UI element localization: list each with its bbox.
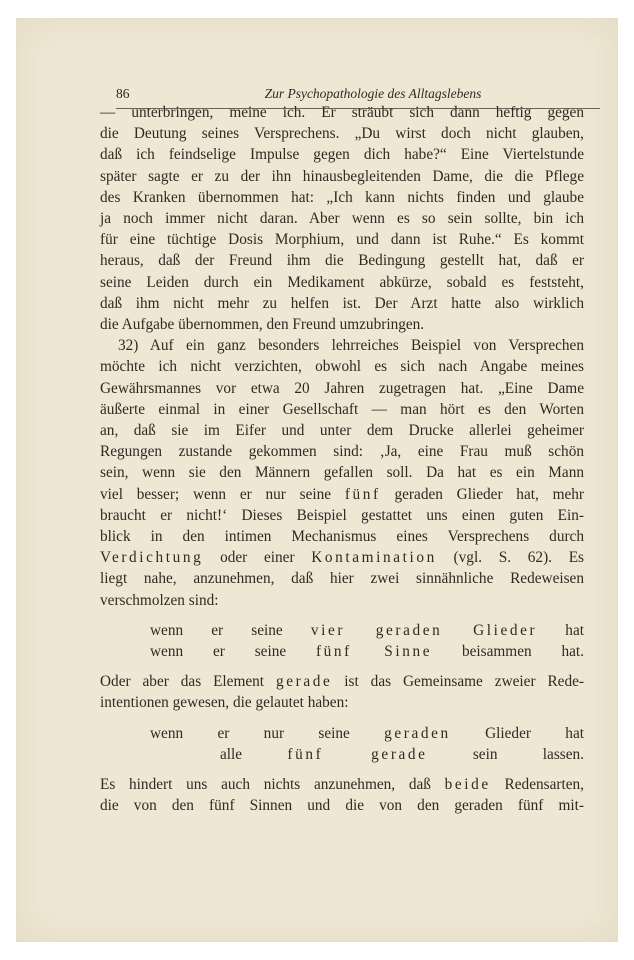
spacer	[100, 714, 584, 723]
text-span: Es hindert uns auch nichts anzunehmen, daß	[100, 776, 445, 794]
text-span: beisammen hat.	[432, 643, 584, 661]
spaced-emphasis: vier geraden Glieder	[310, 621, 538, 639]
text-line: die Deutung seines Versprechens. „Du wirst doch nicht glauben,	[100, 125, 584, 143]
text-span: (vgl. S. 62). Es	[436, 549, 584, 567]
text-span: Redensarten,	[490, 776, 584, 794]
text-span: ist das Gemeinsame zweier Rede-	[332, 673, 584, 691]
text-span: sein lassen.	[427, 745, 585, 763]
text-line: braucht er nicht!‘ Dieses Beispiel gestattet uns einen guten Ein-	[100, 506, 584, 524]
text-line: 32) Auf ein ganz besonders lehrreiches Beispiel von Versprechen	[118, 337, 584, 355]
spacer	[100, 611, 584, 620]
text-span: oder einer	[203, 549, 312, 567]
text-line	[100, 774, 584, 795]
text-line: die von den fünf Sinnen und die von den geraden fünf mit-	[100, 797, 584, 815]
text-span: Glieder hat	[450, 724, 584, 742]
spaced-emphasis: Verdichtung	[100, 549, 204, 567]
verse-line	[100, 723, 584, 744]
text-line: daß ihm nicht mehr zu helfen ist. Der Arzt hatte also wirklich	[100, 294, 584, 312]
verse-line	[100, 744, 584, 765]
spaced-emphasis: fünf	[344, 485, 381, 503]
text-line: sein, wenn sie den Männern gefallen soll. Da hat es ein Mann	[100, 464, 584, 482]
text-line: für eine tüchtige Dosis Morphium, und dann ist Ruhe.“ Es kommt	[100, 231, 584, 249]
text-line: möchte ich nicht verzichten, obwohl es sich nach Angabe meines	[100, 358, 584, 376]
text-span: wenn er seine	[150, 643, 316, 661]
text-line: liegt nahe, anzunehmen, daß hier zwei sinnähnliche Redeweisen	[100, 570, 584, 588]
text-line: seine Leiden durch ein Medikament abkürze, sobald es feststeht,	[100, 273, 584, 291]
text-line	[100, 671, 584, 692]
text-line: verschmolzen sind:	[100, 591, 219, 609]
text-line: Gewährsmannes vor etwa 20 Jahren zugetragen hat. „Eine Dame	[100, 379, 584, 397]
text-line: daß ich feindselige Impulse gegen dich habe?“ Eine Viertelstunde	[100, 146, 584, 164]
text-line: an, daß sie im Eifer und unter dem Drucke allerlei geheimer	[100, 422, 584, 440]
text-span: wenn er nur seine	[150, 724, 385, 742]
text-line: heraus, daß der Freund ihm die Bedingung gestellt hat, daß er	[100, 252, 584, 270]
text-line	[100, 484, 584, 505]
text-line: intentionen gewesen, die gelautet haben:	[100, 694, 349, 712]
spaced-emphasis: fünf gerade	[287, 745, 428, 763]
verse-line	[100, 641, 584, 662]
text-span: Oder aber das Element	[100, 673, 276, 691]
spaced-emphasis: Kontamination	[311, 549, 437, 567]
text-span: wenn er seine	[150, 621, 311, 639]
spacer	[100, 662, 584, 671]
text-line: Regungen zustande gekommen sind: ‚Ja, eine Frau muß schön	[100, 443, 584, 461]
running-title: Zur Psychopathologie des Alltagslebens	[264, 86, 482, 101]
text-line: die Aufgabe übernommen, den Freund umzubringen.	[100, 316, 425, 334]
text-span: hat	[537, 621, 584, 639]
text-line: — unterbringen, meine ich. Er sträubt sich dann heftig gegen	[100, 104, 584, 121]
spaced-emphasis: beide	[444, 776, 491, 794]
spaced-emphasis: geraden	[384, 724, 451, 742]
page-number: 86	[116, 86, 130, 101]
spacer	[100, 765, 584, 774]
text-line: später sagte er zu der ihn hinausbegleitenden Dame, die die Pflege	[100, 167, 584, 185]
text-line: ja noch immer nicht daran. Aber wenn es so sein sollte, bin ich	[100, 210, 584, 228]
body-text	[100, 102, 584, 817]
text-span: alle	[220, 745, 288, 763]
spaced-emphasis: gerade	[276, 673, 333, 691]
verse-line	[100, 620, 584, 641]
text-span: geraden Glieder hat, mehr	[380, 485, 585, 503]
text-line: äußerte einmal in einer Gesellschaft — man hört es den Worten	[100, 400, 584, 418]
text-span: viel besser; wenn er nur seine	[100, 485, 345, 503]
text-line: blick in den intimen Mechanismus eines Versprechens durch	[100, 528, 584, 546]
text-line: des Kranken übernommen hat: „Ich kann nichts finden und glaube	[100, 188, 584, 206]
text-line	[100, 547, 584, 568]
spaced-emphasis: fünf Sinne	[315, 643, 433, 661]
